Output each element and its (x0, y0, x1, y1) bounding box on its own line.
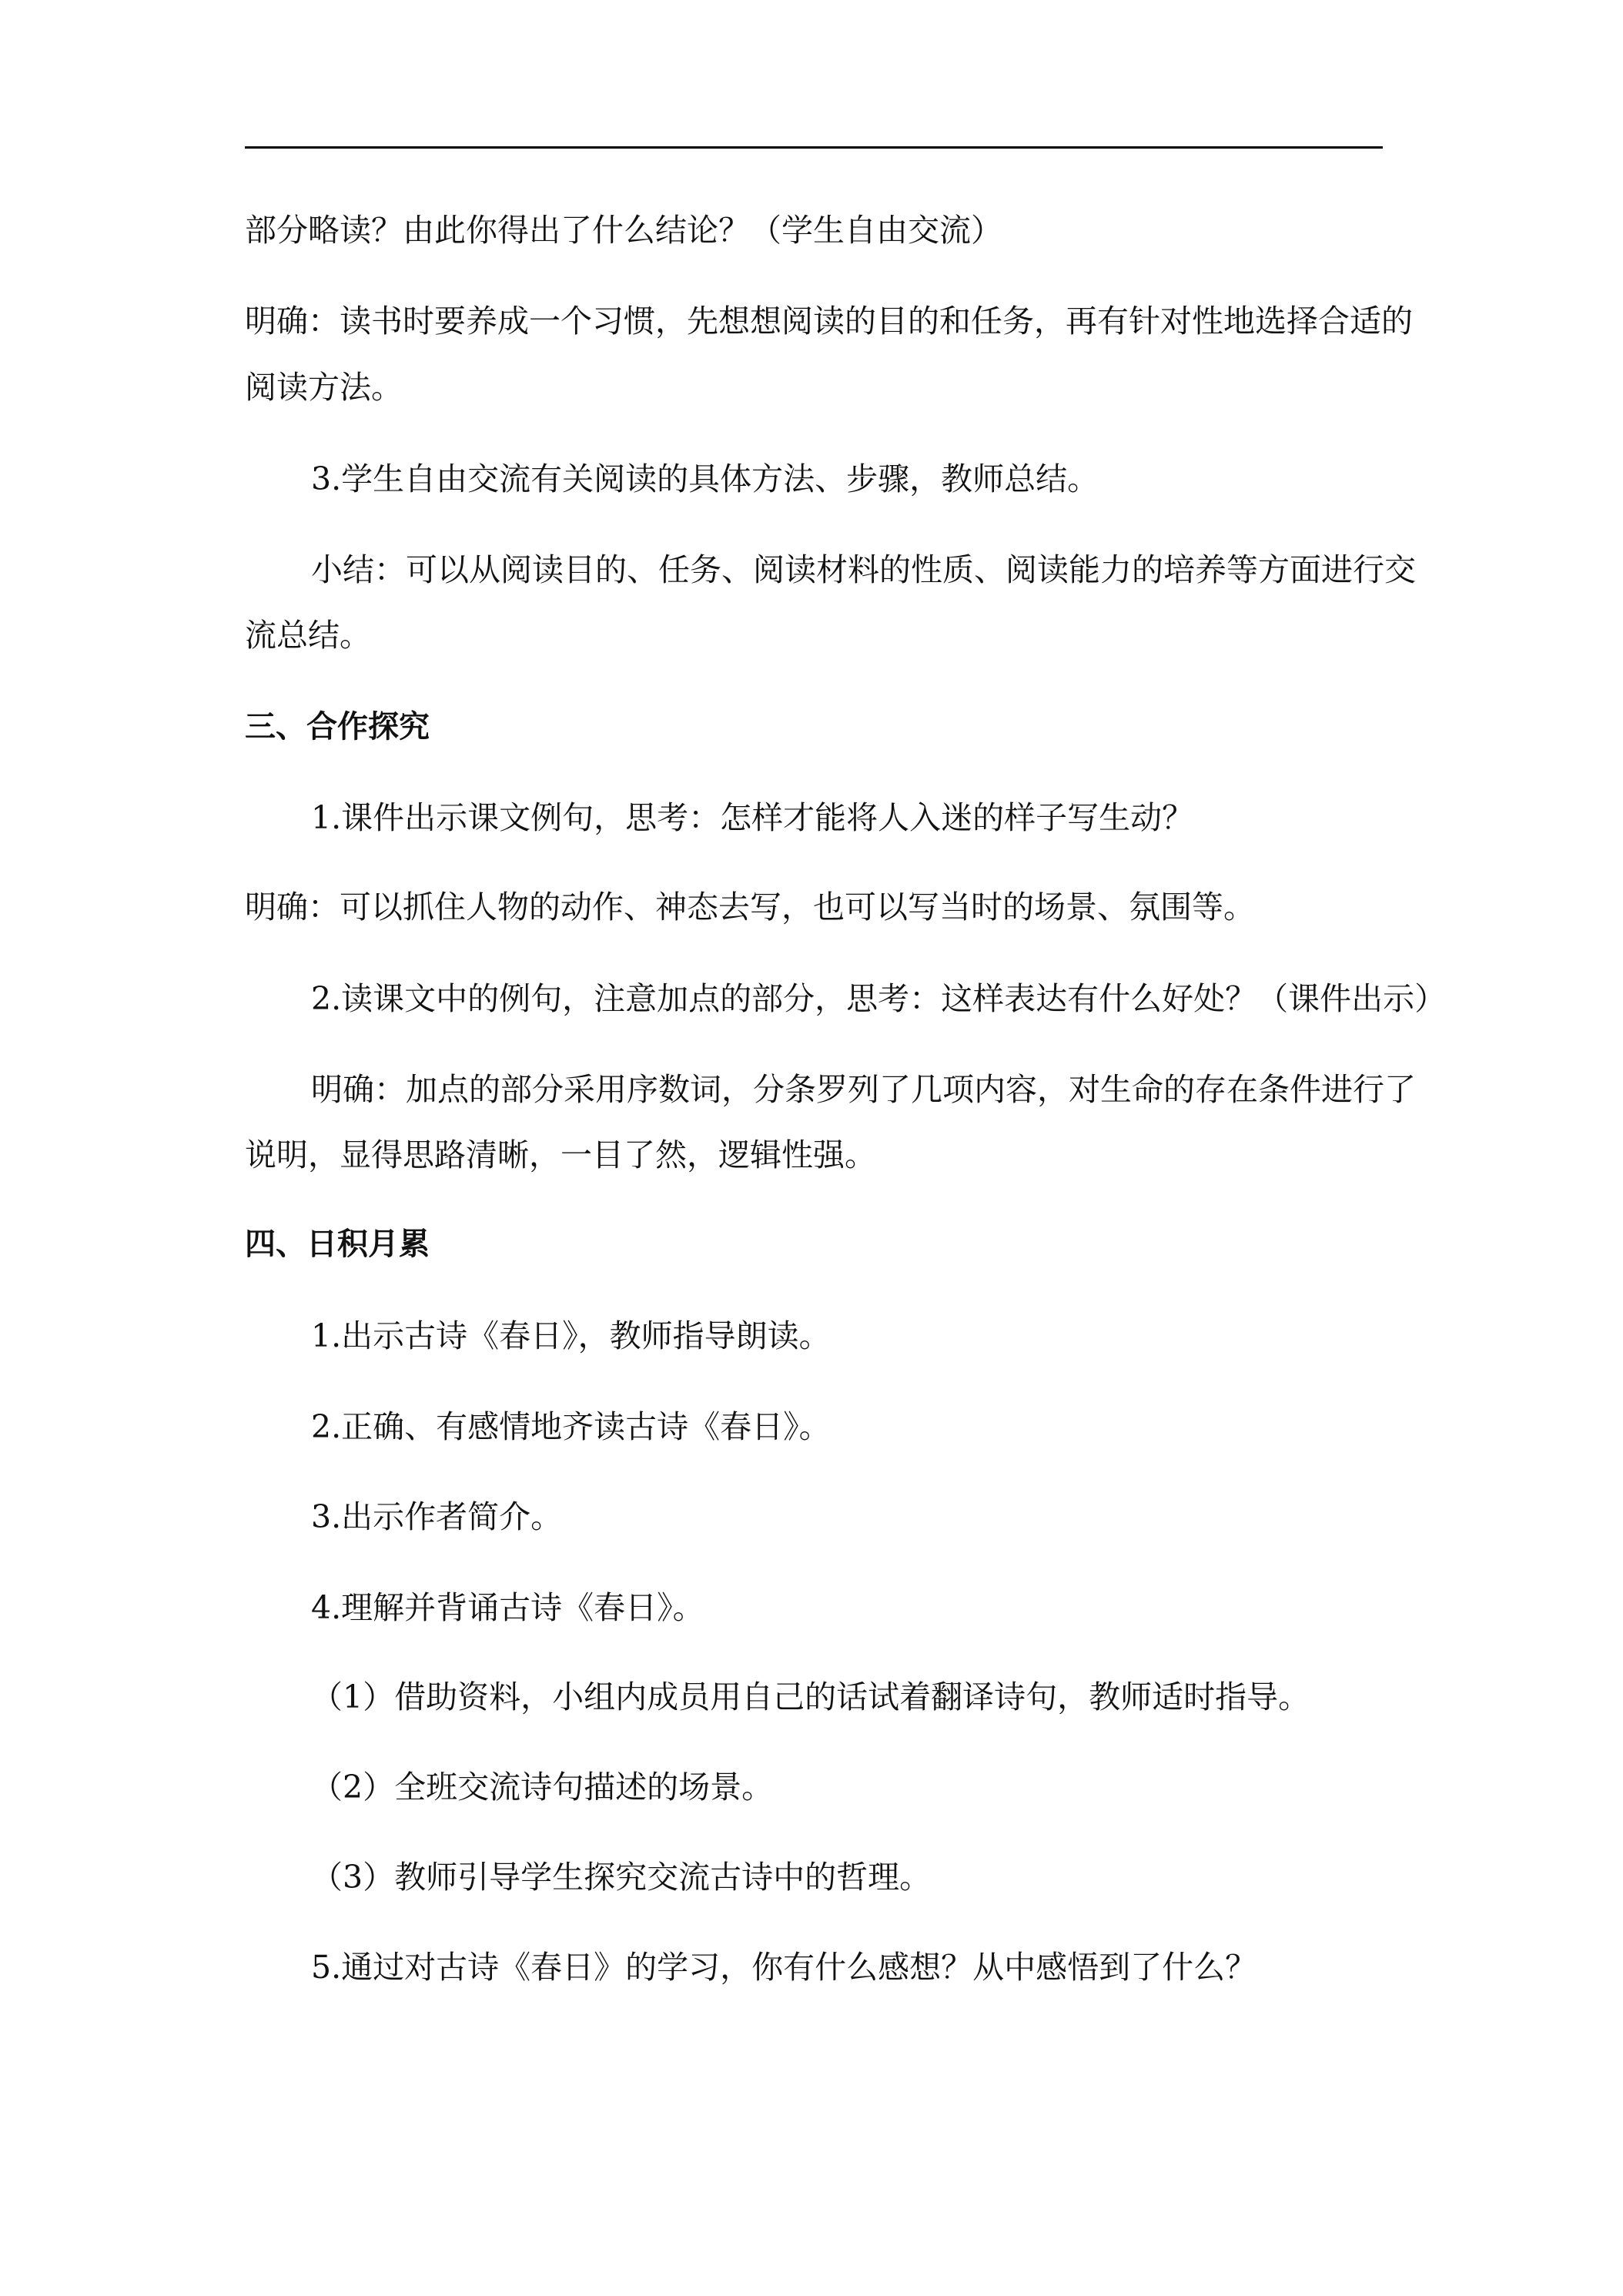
body-line-7: 1.课件出示课文例句，思考：怎样才能将人入迷的样子写生动？ (311, 799, 1194, 836)
section-heading-3: 三、合作探究 (245, 709, 430, 745)
body-line-10: 明确：加点的部分采用序数词，分条罗列了几项内容，对生命的存在条件进行了 (311, 1071, 1416, 1108)
body-line-16: （1）借助资料，小组内成员用自己的话试着翻译诗句，教师适时指导。 (311, 1678, 1310, 1715)
body-line-14: 3.出示作者简介。 (311, 1498, 563, 1535)
body-line-15: 4.理解并背诵古诗《春日》。 (311, 1589, 704, 1626)
body-line-8: 明确：可以抓住人物的动作、神态去写，也可以写当时的场景、氛围等。 (245, 889, 1255, 925)
body-line-19: 5.通过对古诗《春日》的学习，你有什么感想？从中感悟到了什么？ (311, 1949, 1257, 1986)
body-line-1: 部分略读？由此你得出了什么结论？（学生自由交流） (245, 212, 1002, 249)
header-rule (245, 146, 1383, 149)
body-line-11: 说明，显得思路清晰，一目了然，逻辑性强。 (245, 1136, 876, 1173)
body-line-9: 2.读课文中的例句，注意加点的部分，思考：这样表达有什么好处？（课件出示） (311, 980, 1447, 1017)
section-heading-4: 四、日积月累 (245, 1227, 430, 1262)
body-line-4: 3.学生自由交流有关阅读的具体方法、步骤，教师总结。 (311, 460, 1099, 497)
body-line-18: （3）教师引导学生探究交流古诗中的哲理。 (311, 1859, 932, 1896)
body-line-12: 1.出示古诗《春日》，教师指导朗读。 (311, 1317, 831, 1354)
body-line-6: 流总结。 (245, 617, 371, 654)
body-line-13: 2.正确、有感情地齐读古诗《春日》。 (311, 1408, 831, 1445)
body-line-17: （2）全班交流诗句描述的场景。 (311, 1769, 774, 1806)
body-line-5: 小结：可以从阅读目的、任务、阅读材料的性质、阅读能力的培养等方面进行交 (311, 551, 1416, 588)
body-line-2: 明确：读书时要养成一个习惯，先想想阅读的目的和任务，再有针对性地选择合适的 (245, 303, 1413, 340)
body-line-3: 阅读方法。 (245, 369, 403, 406)
